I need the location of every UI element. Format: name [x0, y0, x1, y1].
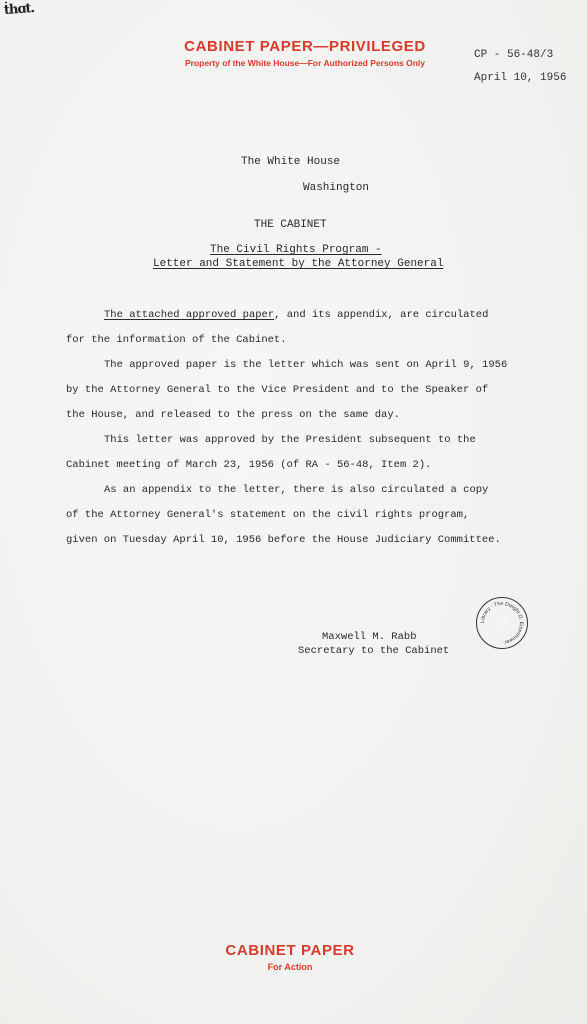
- library-seal-stamp: [476, 597, 528, 649]
- signature-block: [298, 630, 449, 658]
- paragraph-4-line-2: of the Attorney General's statement on the civil rights program,: [66, 509, 470, 521]
- section-heading: THE CABINET: [254, 219, 327, 231]
- reference-number: CP - 56-48/3: [474, 49, 554, 61]
- action-stamp: [190, 942, 390, 972]
- paragraph-4-line-3: given on Tuesday April 10, 1956 before the House Judiciary Committee.: [66, 534, 501, 546]
- org-line-1: The White House: [241, 156, 341, 168]
- document-title-line-1: The Civil Rights Program -: [210, 244, 382, 256]
- paragraph-2-line-1: The approved paper is the letter which was sent on April 9, 1956: [104, 359, 508, 371]
- reference-block: [474, 44, 566, 90]
- action-stamp-subtitle: For Action: [267, 962, 313, 972]
- privileged-stamp-title: CABINET PAPER—PRIVILEGED: [184, 38, 426, 55]
- paragraph-4-line-1: As an appendix to the letter, there is also circulated a copy: [104, 484, 489, 496]
- org-line-2: Washington: [303, 182, 370, 194]
- paragraph-1-rest: , and its appendix, are circulated: [274, 309, 489, 321]
- paragraph-1-line-2: for the information of the Cabinet.: [66, 334, 287, 346]
- underlined-phrase: The attached approved paper: [104, 309, 275, 321]
- paragraph-2-line-3: the House, and released to the press on the same day.: [66, 409, 400, 421]
- paragraph-1-line-1: [66, 303, 526, 328]
- reference-date: April 10, 1956: [474, 72, 567, 84]
- action-stamp-title: CABINET PAPER: [225, 942, 355, 959]
- signatory-title: Secretary to the Cabinet: [298, 645, 450, 657]
- privileged-stamp: [150, 38, 460, 68]
- library-seal-text: Library · The Dwight D. Eisenhower ·: [479, 600, 524, 645]
- body-text: [66, 303, 526, 553]
- library-seal-ring: [476, 597, 528, 649]
- handwritten-mark: ṫhɑt.: [3, 0, 35, 19]
- paragraph-3-line-1: This letter was approved by the President subsequent to the: [104, 434, 476, 446]
- privileged-stamp-subtitle: Property of the White House—For Authorized Persons Only: [184, 58, 426, 68]
- paragraph-3-line-2: Cabinet meeting of March 23, 1956 (of RA - 56-48, Item 2).: [66, 459, 432, 471]
- signatory-name: Maxwell M. Rabb: [322, 631, 417, 643]
- document-title-line-2: Letter and Statement by the Attorney General: [153, 258, 444, 270]
- paragraph-2-line-2: by the Attorney General to the Vice President and to the Speaker of: [66, 384, 489, 396]
